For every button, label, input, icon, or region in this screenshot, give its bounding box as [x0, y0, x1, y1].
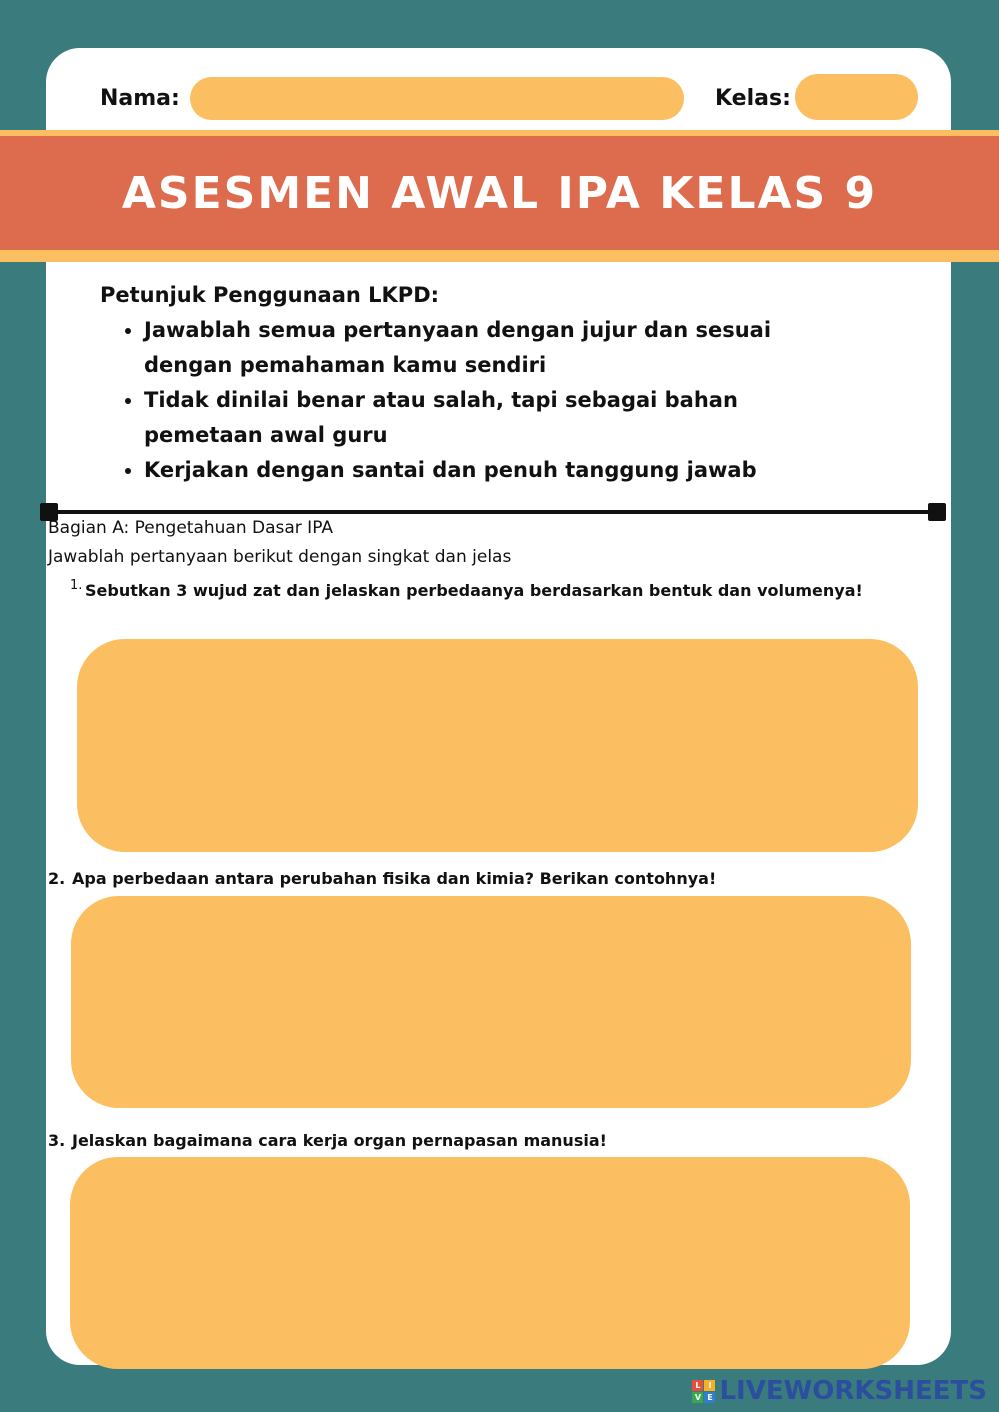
page-title: ASESMEN AWAL IPA KELAS 9	[121, 167, 878, 219]
answer-box-3[interactable]	[70, 1157, 910, 1369]
instruction-item: • Jawablah semua pertanyaan dengan jujur dan sesuai dengan pemahaman kamu sendiri	[144, 313, 820, 383]
title-banner	[0, 136, 999, 250]
question-1-number: 1.	[70, 578, 83, 593]
logo-letter: I	[704, 1380, 715, 1391]
name-label: Nama:	[100, 86, 180, 111]
liveworksheets-watermark	[692, 1376, 987, 1406]
instructions-block	[100, 278, 820, 488]
class-label: Kelas:	[715, 86, 791, 111]
question-3-number: 3.	[48, 1131, 66, 1150]
liveworksheets-text: LIVEWORKSHEETS	[719, 1376, 987, 1406]
title-banner-border	[0, 130, 999, 262]
instructions-list	[100, 313, 820, 488]
question-2-text: Apa perbedaan antara perubahan fisika dan kimia? Berikan contohnya!	[72, 869, 717, 888]
answer-box-1[interactable]	[77, 639, 918, 852]
question-1-text: Sebutkan 3 wujud zat dan jelaskan perbedaanya berdasarkan bentuk dan volumenya!	[85, 581, 863, 600]
answer-box-2[interactable]	[71, 896, 911, 1108]
instructions-heading: Petunjuk Penggunaan LKPD:	[100, 283, 440, 307]
instruction-item: • Tidak dinilai benar atau salah, tapi sebagai bahan pemetaan awal guru	[144, 383, 820, 453]
class-input[interactable]	[795, 74, 918, 120]
question-3-text: Jelaskan bagaimana cara kerja organ pernapasan manusia!	[72, 1131, 607, 1150]
question-2-number: 2.	[48, 869, 66, 888]
divider-end-right	[928, 503, 946, 521]
logo-letter: E	[704, 1392, 715, 1403]
liveworksheets-logo-icon	[692, 1380, 715, 1403]
name-input[interactable]	[190, 77, 684, 120]
section-title: Bagian A: Pengetahuan Dasar IPA	[48, 518, 333, 538]
instruction-item: • Kerjakan dengan santai dan penuh tanggung jawab	[144, 453, 820, 488]
logo-letter: V	[692, 1392, 703, 1403]
section-subtitle: Jawablah pertanyaan berikut dengan singkat dan jelas	[48, 547, 512, 567]
section-divider	[48, 510, 938, 514]
logo-letter: L	[692, 1380, 703, 1391]
